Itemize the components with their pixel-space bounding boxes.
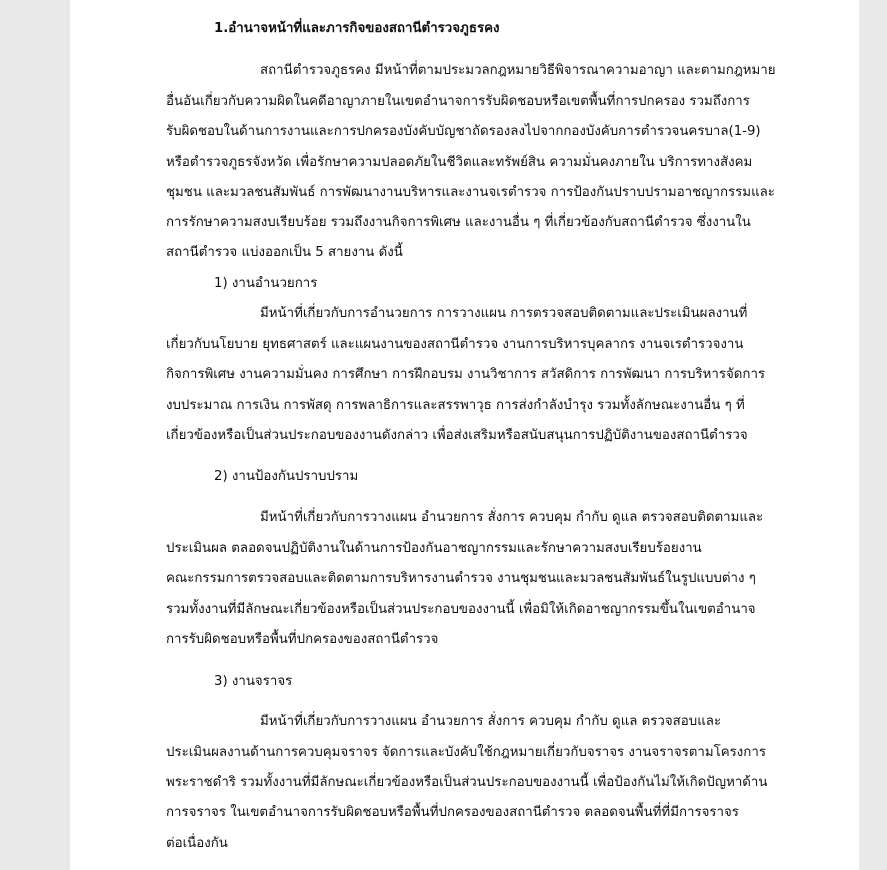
intro-line: การรักษาความสงบเรียบร้อย รวมถึงงานกิจการพิเศษ และงานอื่น ๆ ที่เกี่ยวข้องกับสถานีตำรวจ ซึ่งงานใน	[166, 215, 751, 230]
section-title: 3) งานจราจร	[214, 674, 293, 689]
section-line: การรับผิดชอบหรือพื้นที่ปกครองของสถานีตำรวจ	[166, 632, 439, 647]
section-line: คณะกรรมการตรวจสอบและติดตามการบริหารงานตำรวจ งานชุมชนและมวลชนสัมพันธ์ในรูปแบบต่าง ๆ	[166, 571, 756, 586]
section-line: เกี่ยวกับนโยบาย ยุทธศาสตร์ และแผนงานของสถานีตำรวจ งานการบริหารบุคลากร งานจเรตำรวจงาน	[166, 337, 744, 352]
section-line: กิจการพิเศษ งานความมั่นคง การศึกษา การฝึกอบรม งานวิชาการ สวัสดิการ การพัฒนา การบริหารจัดการ	[166, 367, 766, 382]
section-line: ต่อเนื่องกัน	[166, 836, 228, 851]
section-line: มีหน้าที่เกี่ยวกับการวางแผน อำนวยการ สั่งการ ควบคุม กำกับ ดูแล ตรวจสอบติดตามและ	[260, 510, 764, 525]
intro-line: หรือตำรวจภูธรจังหวัด เพื่อรักษาความปลอดภัยในชีวิตและทรัพย์สิน ความมั่นคงภายใน บริการทางสังคม	[166, 155, 753, 170]
document-page	[70, 0, 859, 870]
section-title: 2) งานป้องกันปราบปราม	[214, 469, 359, 484]
section-line: การจราจร ในเขตอำนาจการรับผิดชอบหรือพื้นที่ปกครองของสถานีตำรวจ ตลอดจนพื้นที่ที่มีการจราจร	[166, 805, 739, 820]
section-line: ประเมินผล ตลอดจนปฏิบัติงานในด้านการป้องกันอาชญากรรมและรักษาความสงบเรียบร้อยงาน	[166, 541, 702, 556]
section-title: 1) งานอำนวยการ	[214, 276, 318, 291]
heading: 1.อำนาจหน้าที่และภารกิจของสถานีตำรวจภูธรคง	[214, 21, 500, 36]
intro-line: ชุมชน และมวลชนสัมพันธ์ การพัฒนางานบริหารและงานจเรตำรวจ การป้องกันปราบปรามอาชญากรรมและ	[166, 185, 775, 200]
section-line: มีหน้าที่เกี่ยวกับการวางแผน อำนวยการ สั่งการ ควบคุม กำกับ ดูแล ตรวจสอบและ	[260, 714, 722, 729]
section-line: ประเมินผลงานด้านการควบคุมจราจร จัดการและบังคับใช้กฎหมายเกี่ยวกับจราจร งานจราจรตามโครงการ	[166, 745, 766, 760]
intro-line: รับผิดชอบในด้านการงานและการปกครองบังคับบัญชาถัดรองลงไปจากกองบังคับการตำรวจนครบาล(1-9)	[166, 124, 761, 139]
section-line: รวมทั้งงานที่มีลักษณะเกี่ยวข้องหรือเป็นส่วนประกอบของงานนี้ เพื่อมิให้เกิดอาชญากรรมขึ้นในเขตอำนาจ	[166, 602, 756, 617]
section-line: เกี่ยวข้องหรือเป็นส่วนประกอบของงานดังกล่าว เพื่อส่งเสริมหรือสนับสนุนการปฏิบัติงานของสถานีตำรวจ	[166, 428, 748, 443]
section-line: งบประมาณ การเงิน การพัสดุ การพลาธิการและสรรพาวุธ การส่งกำลังบำรุง รวมทั้งลักษณะงานอื่น ๆ ที่	[166, 398, 745, 413]
section-line: พระราชดำริ รวมทั้งงานที่มีลักษณะเกี่ยวข้องหรือเป็นส่วนประกอบของงานนี้ เพื่อป้องกันไม่ให้เกิดปัญหาด้าน	[166, 775, 768, 790]
intro-line: อื่นอันเกี่ยวกับความผิดในคดีอาญาภายในเขตอำนาจการรับผิดชอบหรือเขตพื้นที่การปกครอง รวมถึงการ	[166, 94, 750, 109]
intro-line: สถานีตำรวจภูธรคง มีหน้าที่ตามประมวลกฎหมายวิธีพิจารณาความอาญา และตามกฎหมาย	[260, 63, 776, 78]
intro-line: สถานีตำรวจ แบ่งออกเป็น 5 สายงาน ดังนี้	[166, 245, 403, 260]
section-line: มีหน้าที่เกี่ยวกับการอำนวยการ การวางแผน การตรวจสอบติดตามและประเมินผลงานที่	[260, 306, 748, 321]
